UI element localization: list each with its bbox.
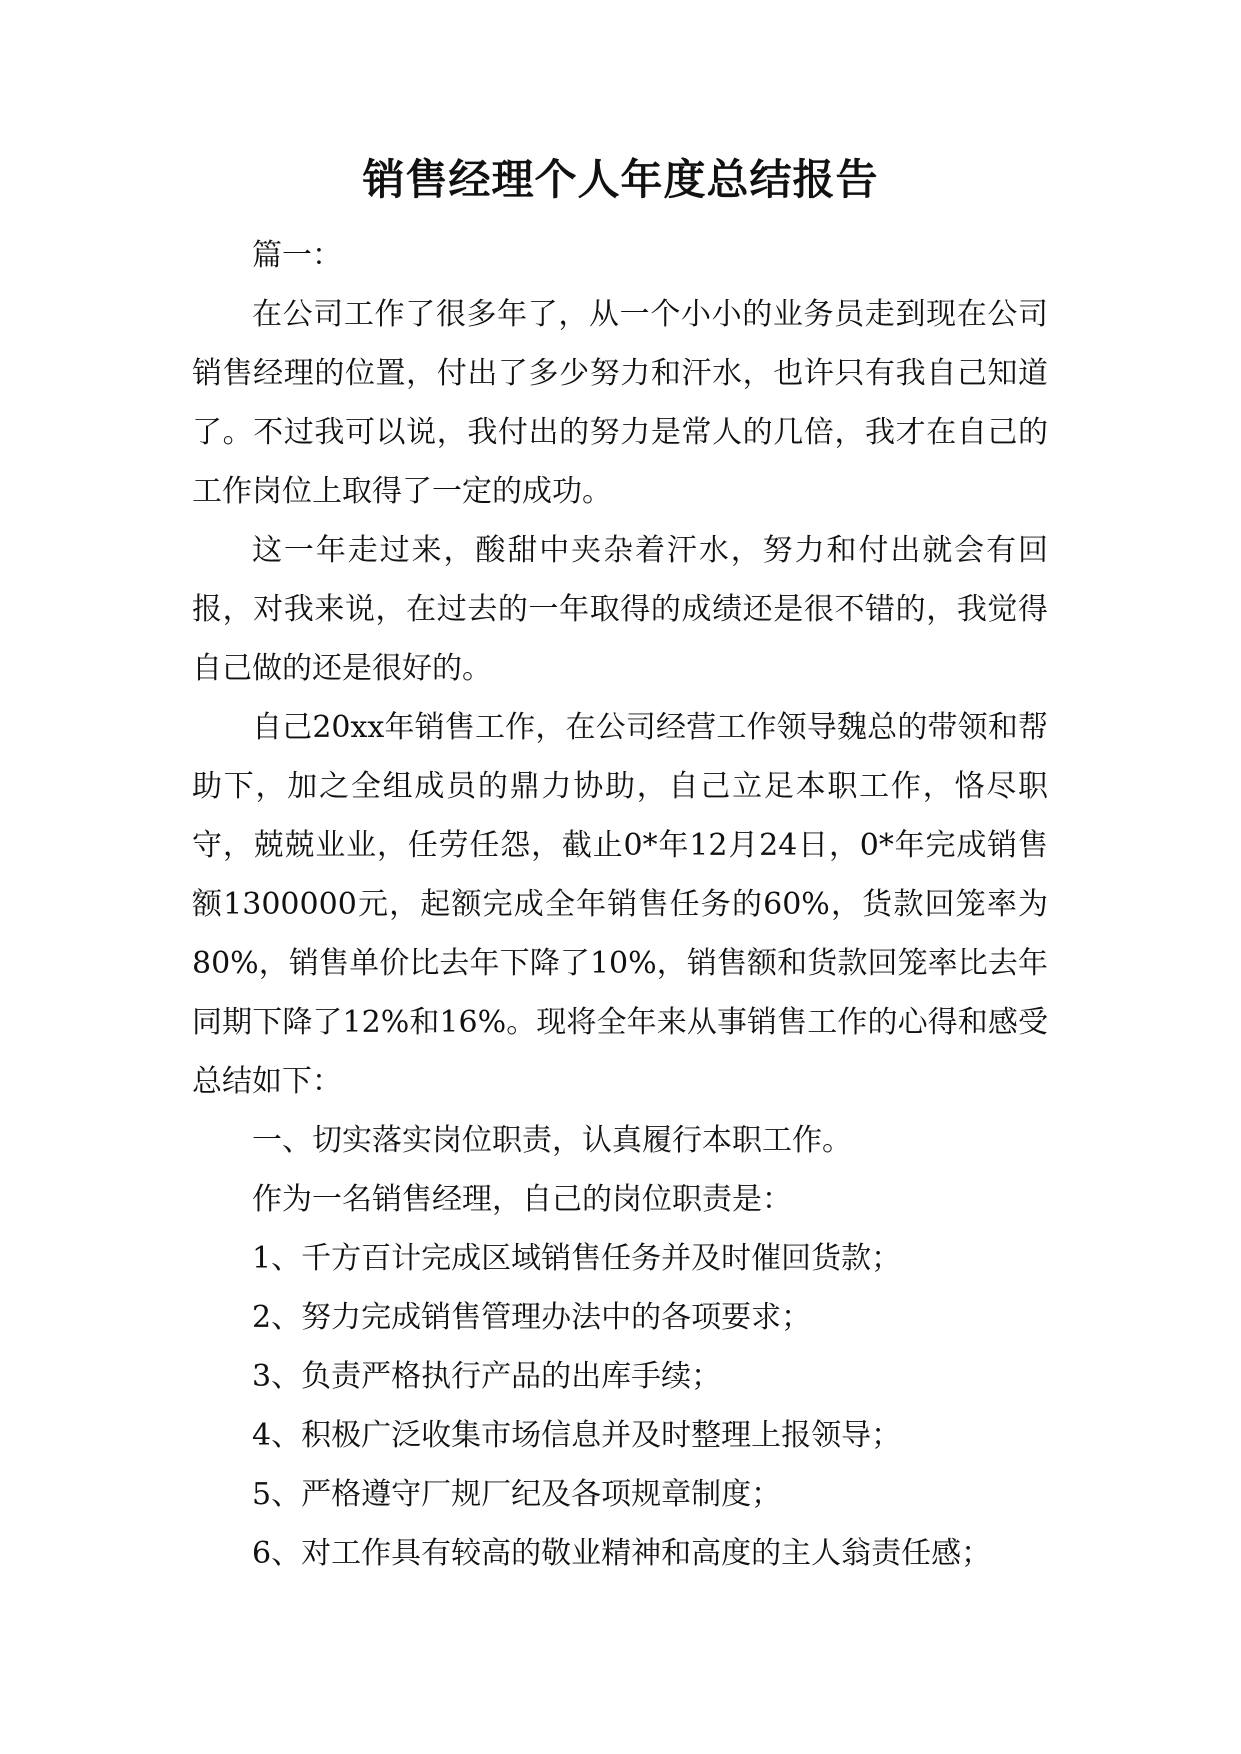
list-item: 1、千方百计完成区域销售任务并及时催回货款； <box>252 1241 902 1276</box>
document-title: 销售经理个人年度总结报告 <box>362 155 879 204</box>
paragraph: 一、切实落实岗位职责，认真履行本职工作。 <box>252 1123 852 1158</box>
list-item: 2、努力完成销售管理办法中的各项要求； <box>252 1300 812 1335</box>
list-item: 6、对工作具有较高的敬业精神和高度的主人翁责任感； <box>252 1536 992 1571</box>
paragraph: 这一年走过来，酸甜中夹杂着汗水，努力和付出就会有回报，对我来说，在过去的一年取得的成绩还是很不错的，我觉得自己做的还是很好的。 <box>192 533 1048 686</box>
document-body <box>192 226 1048 1583</box>
list-item: 3、负责严格执行产品的出库手续； <box>252 1359 722 1394</box>
paragraph: 在公司工作了很多年了，从一个小小的业务员走到现在公司销售经理的位置，付出了多少努力和汗水，也许只有我自己知道了。不过我可以说，我付出的努力是常人的几倍，我才在自己的工作岗位上取得了一定的成功。 <box>192 297 1048 509</box>
paragraph: 作为一名销售经理，自己的岗位职责是： <box>252 1182 792 1217</box>
list-item: 5、严格遵守厂规厂纪及各项规章制度； <box>252 1477 782 1512</box>
paragraph: 自己20xx年销售工作，在公司经营工作领导魏总的带领和帮助下，加之全组成员的鼎力协助，自己立足本职工作，恪尽职守，兢兢业业，任劳任怨，截止0*年12月24日，0*年完成销售额1300000元，起额完成全年销售任务的60%，货款回笼率为80%，销售单价比去年下降了10%，销售额和货款回笼率比去年同期下降了12%和16%。现将全年来从事销售工作的心得和感受总结如下： <box>192 710 1048 1099</box>
list-item: 4、积极广泛收集市场信息并及时整理上报领导； <box>252 1418 902 1453</box>
paragraph: 篇一： <box>252 238 342 273</box>
